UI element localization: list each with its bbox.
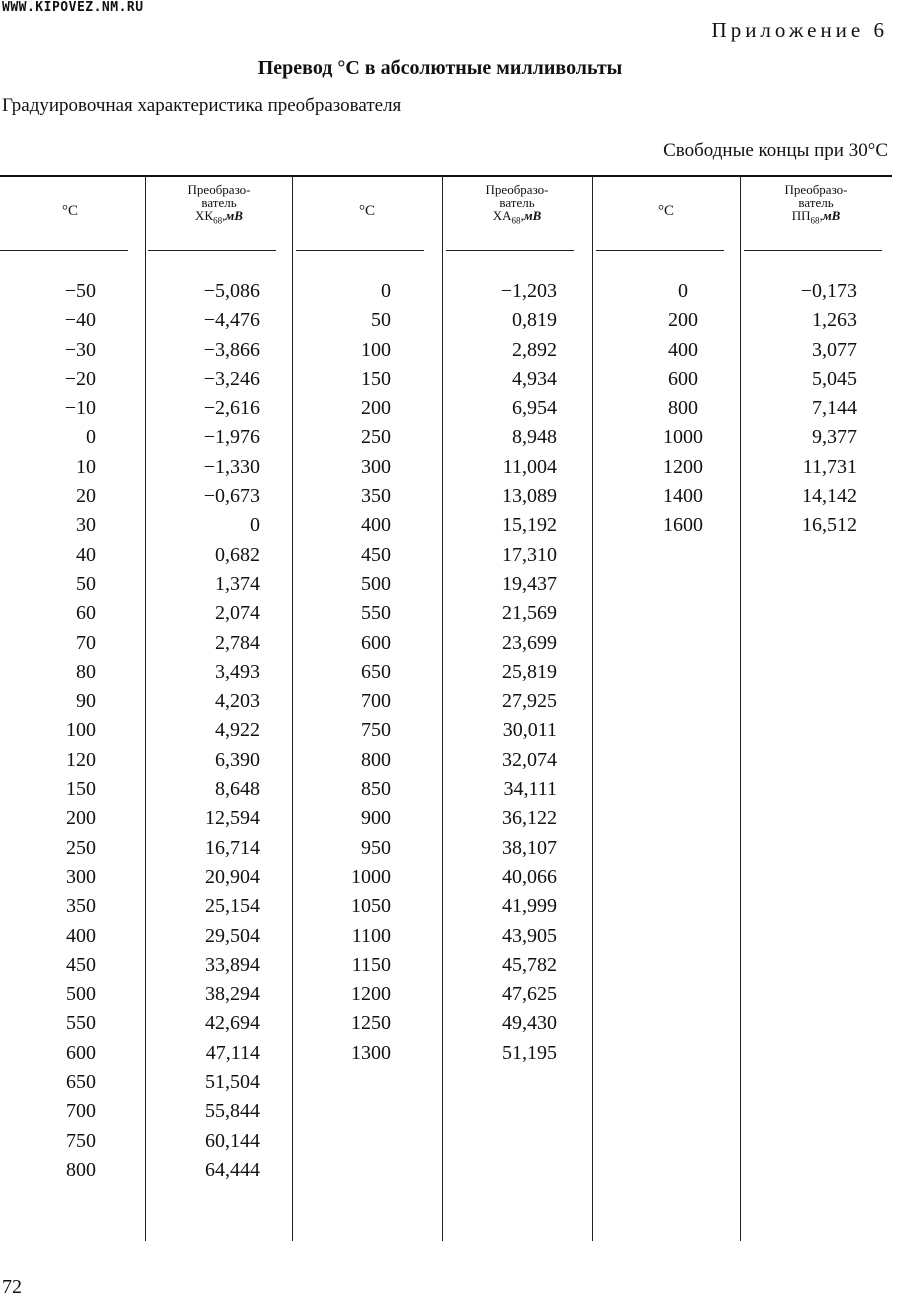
table-cell: 64,444	[205, 1158, 260, 1181]
column-xk-mv	[146, 277, 260, 1185]
table-cell: 30	[76, 514, 96, 537]
table-cell: 25,154	[205, 895, 260, 918]
header-celsius-xa: °С	[358, 203, 375, 219]
header-underline	[744, 250, 882, 251]
converter-subscript: 68	[213, 215, 223, 226]
table-cell: 8,648	[215, 778, 260, 801]
table-cell: 11,731	[802, 455, 857, 478]
table-cell: 1050	[351, 895, 391, 918]
table-cell: 950	[361, 836, 391, 859]
table-cell: 43,905	[502, 924, 557, 947]
header-line: Преобразо-	[485, 182, 549, 197]
column-pp-celsius	[628, 277, 738, 541]
table-cell: 450	[66, 953, 96, 976]
header-line: $ПП_{68},мВ$	[791, 208, 841, 226]
table-cell: 17,310	[502, 543, 557, 566]
table-cell: 700	[361, 690, 391, 713]
table-cell: 1,263	[812, 309, 857, 332]
header-celsius-pp: °С	[657, 203, 674, 219]
table-cell: 60,144	[205, 1129, 260, 1152]
table-cell: −4,476	[203, 309, 260, 332]
header-converter-xk	[146, 183, 292, 228]
table-cell: 45,782	[502, 953, 557, 976]
header-underline	[596, 250, 724, 251]
table-cell: 1600	[663, 514, 703, 537]
header-line: Преобразо-	[187, 182, 251, 197]
header-line: Преобразо-	[784, 182, 848, 197]
table-cell: 400	[361, 514, 391, 537]
table-cell: 1000	[663, 426, 703, 449]
header-underline	[0, 250, 128, 251]
table-cell: 32,074	[502, 748, 557, 771]
table-cell: 13,089	[502, 485, 557, 508]
converter-subscript: 68	[810, 215, 820, 226]
converter-name: ПП	[791, 208, 811, 223]
table-cell: 1000	[351, 865, 391, 888]
table-cell: 1,374	[215, 572, 260, 595]
table-cell: 1150	[351, 953, 391, 976]
table-cell: −0,173	[800, 280, 857, 302]
source-watermark: WWW.KIPOVEZ.NM.RU	[2, 0, 144, 15]
table-cell: 55,844	[205, 1100, 260, 1123]
header-line: $ХК_{68},мВ$	[195, 208, 243, 226]
table-cell: 40	[76, 543, 96, 566]
table-cell: 1250	[351, 1012, 391, 1035]
table-cell: −0,673	[203, 485, 260, 508]
table-cell: 70	[76, 631, 96, 654]
table-cell: 550	[361, 602, 391, 625]
table-cell: 80	[76, 660, 96, 683]
table-cell: 550	[66, 1012, 96, 1035]
subtitle: Градуировочная характеристика преобразователя	[2, 95, 402, 116]
table-cell: 6,954	[512, 397, 557, 420]
table-cell: 49,430	[502, 1012, 557, 1035]
table-cell: 20,904	[205, 865, 260, 888]
table-cell: 7,144	[812, 397, 857, 420]
table-cell: 0,819	[512, 309, 557, 332]
table-cell: 9,377	[812, 426, 857, 449]
table-cell: −1,976	[203, 426, 260, 449]
table-cell: 16,714	[205, 836, 260, 859]
table-cell: 16,512	[802, 514, 857, 537]
table-cell: 0	[250, 514, 260, 537]
table-cell: 19,437	[502, 572, 557, 595]
column-xa-celsius	[293, 277, 391, 1068]
header-underline	[296, 250, 424, 251]
table-cell: 500	[66, 983, 96, 1006]
table-cell: 12,594	[205, 807, 260, 830]
table-cell: 29,504	[205, 924, 260, 947]
column-xa-mv	[443, 277, 557, 1068]
page-number: 72	[2, 1276, 22, 1298]
table-cell: 0	[678, 280, 688, 302]
table-cell: 600	[361, 631, 391, 654]
table-cell: 38,294	[205, 983, 260, 1006]
table-cell: 800	[361, 748, 391, 771]
table-cell: −50	[64, 280, 96, 302]
header-converter-xa	[443, 183, 591, 228]
table-cell: 400	[66, 924, 96, 947]
table-cell: 90	[76, 690, 96, 713]
table-cell: 800	[668, 397, 698, 420]
converter-name: ХА	[492, 208, 512, 223]
table-cell: 500	[361, 572, 391, 595]
header-line: ватель	[798, 195, 834, 210]
table-cell: 350	[66, 895, 96, 918]
unit: мВ	[523, 208, 542, 223]
table-cell: −10	[64, 397, 96, 420]
table-cell: 3,493	[215, 660, 260, 683]
table-cell: 34,111	[503, 778, 557, 801]
table-cell: 350	[361, 485, 391, 508]
table-cell: 0,682	[215, 543, 260, 566]
table-cell: 33,894	[205, 953, 260, 976]
table-cell: 200	[361, 397, 391, 420]
table-cell: 1200	[351, 983, 391, 1006]
table-cell: 5,045	[812, 367, 857, 390]
table-cell: 650	[66, 1071, 96, 1094]
table-cell: 2,784	[215, 631, 260, 654]
table-cell: 23,699	[502, 631, 557, 654]
table-cell: 38,107	[502, 836, 557, 859]
table-cell: 40,066	[502, 865, 557, 888]
table-cell: −2,616	[203, 397, 260, 420]
table-cell: 150	[361, 367, 391, 390]
converter-name: ХК	[195, 208, 214, 223]
table-cell: 0	[381, 280, 391, 302]
table-cell: 850	[361, 778, 391, 801]
table-cell: 51,195	[502, 1041, 557, 1064]
table-cell: 600	[66, 1041, 96, 1064]
table-cell: −3,246	[203, 367, 260, 390]
table-cell: 30,011	[502, 719, 557, 742]
table-cell: 250	[361, 426, 391, 449]
table-cell: 450	[361, 543, 391, 566]
header-line: ватель	[201, 195, 237, 210]
table-cell: 200	[66, 807, 96, 830]
table-cell: 1200	[663, 455, 703, 478]
table-cell: 100	[66, 719, 96, 742]
header-celsius-xk: °С	[61, 203, 78, 219]
table-cell: 8,948	[512, 426, 557, 449]
table-cell: 4,922	[215, 719, 260, 742]
table-cell: 3,077	[812, 338, 857, 361]
header-converter-pp	[741, 183, 891, 228]
table-cell: −40	[64, 309, 96, 332]
table-cell: −1,330	[203, 455, 260, 478]
table-cell: −5,086	[203, 280, 260, 302]
table-cell: 2,074	[215, 602, 260, 625]
header-underline	[446, 250, 574, 251]
table-cell: 47,114	[205, 1041, 260, 1064]
table-cell: 200	[668, 309, 698, 332]
table-cell: 900	[361, 807, 391, 830]
table-cell: 51,504	[205, 1071, 260, 1094]
column-pp-mv	[741, 277, 857, 541]
appendix-label: Приложение 6	[711, 18, 888, 42]
table-cell: 0	[86, 426, 96, 449]
table-cell: 47,625	[502, 983, 557, 1006]
table-cell: 10	[76, 455, 96, 478]
table-cell: 300	[361, 455, 391, 478]
table-cell: 600	[668, 367, 698, 390]
table-cell: 42,694	[205, 1012, 260, 1035]
table-cell: 11,004	[502, 455, 557, 478]
converter-subscript: 68	[511, 215, 521, 226]
table-cell: −1,203	[500, 280, 557, 302]
table-cell: 400	[668, 338, 698, 361]
header-line: ватель	[499, 195, 535, 210]
table-cell: 750	[361, 719, 391, 742]
table-cell: −3,866	[203, 338, 260, 361]
table-cell: 27,925	[502, 690, 557, 713]
table-cell: 15,192	[502, 514, 557, 537]
table-cell: 1300	[351, 1041, 391, 1064]
header-underline	[148, 250, 276, 251]
table-cell: 60	[76, 602, 96, 625]
table-cell: 1400	[663, 485, 703, 508]
table-cell: 150	[66, 778, 96, 801]
table-cell: 36,122	[502, 807, 557, 830]
unit: мВ	[225, 208, 243, 223]
table-cell: 1100	[351, 924, 391, 947]
table-cell: −20	[64, 367, 96, 390]
table-cell: 4,934	[512, 367, 557, 390]
table-cell: 50	[76, 572, 96, 595]
page-title: Перевод °С в абсолютные милливольты	[257, 57, 623, 79]
table-cell: 2,892	[512, 338, 557, 361]
column-divider	[592, 176, 593, 1241]
table-cell: −30	[64, 338, 96, 361]
table-cell: 4,203	[215, 690, 260, 713]
table-cell: 20	[76, 485, 96, 508]
table-cell: 750	[66, 1129, 96, 1152]
column-xk-celsius	[0, 277, 96, 1185]
table-cell: 14,142	[802, 485, 857, 508]
table-cell: 800	[66, 1158, 96, 1181]
table-cell: 50	[371, 309, 391, 332]
table-cell: 41,999	[502, 895, 557, 918]
table-cell: 700	[66, 1100, 96, 1123]
table-cell: 100	[361, 338, 391, 361]
table-cell: 6,390	[215, 748, 260, 771]
free-ends-note: Свободные концы при 30°С	[663, 140, 888, 161]
table-cell: 250	[66, 836, 96, 859]
table-cell: 21,569	[502, 602, 557, 625]
unit: мВ	[822, 208, 841, 223]
table-cell: 25,819	[502, 660, 557, 683]
header-line: $ХА_{68},мВ$	[492, 208, 542, 226]
table-cell: 120	[66, 748, 96, 771]
table-cell: 650	[361, 660, 391, 683]
table-top-rule	[0, 175, 892, 177]
table-cell: 300	[66, 865, 96, 888]
